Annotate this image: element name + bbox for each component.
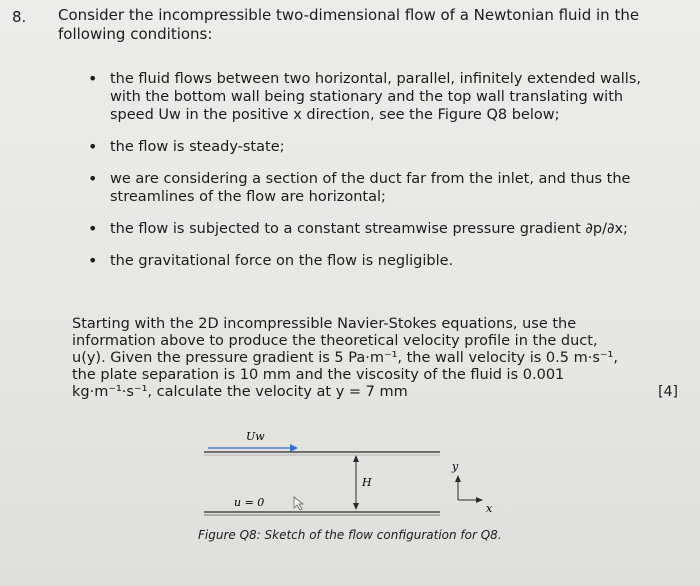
arrowhead-down-icon	[353, 503, 359, 510]
question-number: 8.	[12, 8, 27, 26]
cursor-icon	[294, 497, 303, 510]
flow-sketch	[190, 424, 510, 522]
task-paragraph: Starting with the 2D incompressible Navier-Stokes equations, use the information above to produce the theoretical velocity profile in the duct, u(y). Given the pressure gradient is 5 Pa·m⁻¹, the wall velocity is 0.5 m·s⁻¹, the plate separation is 10 mm and the viscosity of the fluid is 0.001 kg·m⁻¹·s⁻¹, calculate the velocity at y = 7 mm	[72, 316, 618, 400]
x-axis-arrow-icon	[476, 497, 483, 503]
bullet-icon: •	[88, 251, 98, 270]
marks-label: [4]	[658, 384, 678, 400]
figure-caption: Figure Q8: Sketch of the flow configuration for Q8.	[198, 528, 502, 542]
gap-label: H	[362, 476, 372, 489]
question-intro: Consider the incompressible two-dimensional flow of a Newtonian fluid in the following conditions:	[58, 6, 640, 43]
bullet-icon: •	[88, 137, 98, 156]
condition-item: • the fluid flows between two horizontal, parallel, infinitely extended walls, with the bottom wall being stationary and the top wall translating with speed Uw in the positive x direction, see the Figure Q8 below;	[88, 69, 641, 123]
y-axis-arrow-icon	[455, 475, 461, 482]
bullet-icon: •	[88, 169, 98, 188]
bullet-icon: •	[88, 69, 98, 88]
x-axis-label: x	[486, 502, 493, 515]
condition-item: • the flow is subjected to a constant streamwise pressure gradient ∂p/∂x;	[88, 219, 628, 238]
condition-item: • we are considering a section of the duct far from the inlet, and thus the streamlines of the flow are horizontal;	[88, 169, 631, 205]
condition-item: • the gravitational force on the flow is negligible.	[88, 251, 454, 270]
bottom-velocity-label: u = 0	[234, 496, 265, 509]
y-axis-label: y	[452, 460, 459, 473]
arrowhead-up-icon	[353, 455, 359, 462]
top-velocity-label: Uw	[246, 430, 265, 443]
condition-item: • the flow is steady-state;	[88, 137, 285, 156]
arrowhead-icon	[290, 444, 298, 452]
condition-list	[88, 70, 658, 284]
bullet-icon: •	[88, 219, 98, 238]
